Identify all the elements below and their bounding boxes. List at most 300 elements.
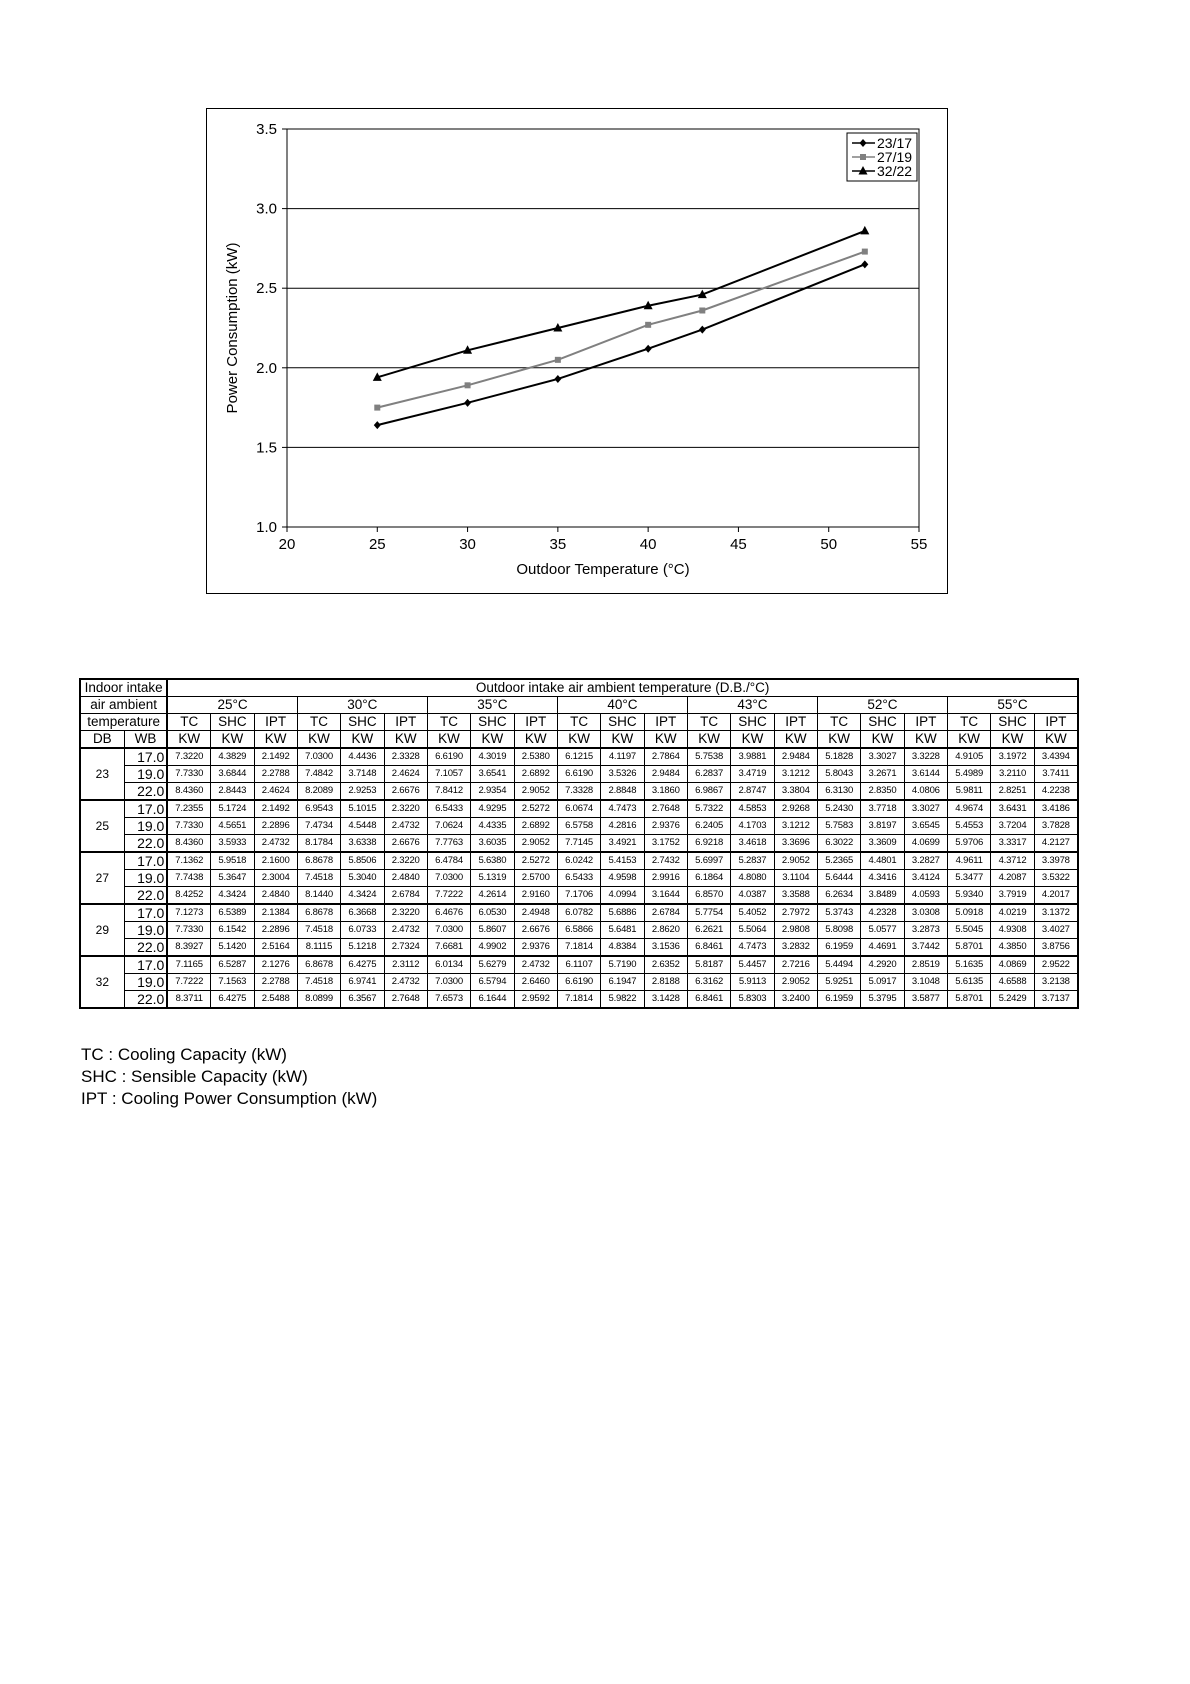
table-cell: 3.6545 bbox=[904, 818, 947, 835]
table-cell: 2.1276 bbox=[254, 956, 297, 974]
table-cell: 6.1864 bbox=[687, 870, 730, 887]
table-cell: 2.9592 bbox=[514, 991, 557, 1009]
table-cell: 6.8461 bbox=[687, 991, 730, 1009]
table-cell: 5.7190 bbox=[601, 956, 644, 974]
table-cell: 4.0387 bbox=[731, 887, 774, 905]
table-cell: 2.7324 bbox=[384, 939, 427, 957]
table-cell: 3.8756 bbox=[1034, 939, 1078, 957]
table-row bbox=[80, 922, 1078, 939]
table-cell: 7.0624 bbox=[427, 818, 470, 835]
table-cell: 6.0530 bbox=[471, 904, 514, 922]
wb-label: WB bbox=[124, 731, 167, 749]
table-cell: 4.4436 bbox=[341, 748, 384, 766]
table-cell: 2.5164 bbox=[254, 939, 297, 957]
wb-value: 17.0 bbox=[124, 852, 167, 870]
unit-label: KW bbox=[904, 731, 947, 749]
table-cell: 5.4052 bbox=[731, 904, 774, 922]
table-cell: 3.4124 bbox=[904, 870, 947, 887]
table-cell: 4.2238 bbox=[1034, 783, 1078, 801]
table-cell: 5.2365 bbox=[817, 852, 860, 870]
table-cell: 4.9611 bbox=[948, 852, 991, 870]
table-cell: 3.1752 bbox=[644, 835, 687, 853]
table-row bbox=[80, 852, 1078, 870]
table-cell: 7.1057 bbox=[427, 766, 470, 783]
table-row bbox=[80, 991, 1078, 1009]
table-cell: 2.8251 bbox=[991, 783, 1034, 801]
table-cell: 3.6035 bbox=[471, 835, 514, 853]
table-cell: 2.3220 bbox=[384, 800, 427, 818]
table-cell: 3.3027 bbox=[904, 800, 947, 818]
table-cell: 6.5389 bbox=[211, 904, 254, 922]
col-label: TC bbox=[557, 714, 600, 731]
table-cell: 2.4732 bbox=[384, 974, 427, 991]
wb-value: 22.0 bbox=[124, 835, 167, 853]
table-cell: 2.8848 bbox=[601, 783, 644, 801]
table-cell: 2.6892 bbox=[514, 818, 557, 835]
table-cell: 5.0577 bbox=[861, 922, 904, 939]
table-cell: 5.1635 bbox=[948, 956, 991, 974]
y-tick-label: 2.5 bbox=[256, 280, 277, 298]
table-cell: 2.6460 bbox=[514, 974, 557, 991]
table-cell: 3.7442 bbox=[904, 939, 947, 957]
table-cell: 2.8188 bbox=[644, 974, 687, 991]
table-cell: 7.6573 bbox=[427, 991, 470, 1009]
col-label: SHC bbox=[861, 714, 904, 731]
table-cell: 5.4494 bbox=[817, 956, 860, 974]
table-cell: 6.6190 bbox=[557, 766, 600, 783]
table-cell: 6.1959 bbox=[817, 991, 860, 1009]
wb-value: 17.0 bbox=[124, 904, 167, 922]
table-cell: 2.6784 bbox=[384, 887, 427, 905]
unit-label: KW bbox=[557, 731, 600, 749]
table-cell: 7.4734 bbox=[297, 818, 340, 835]
table-cell: 4.9902 bbox=[471, 939, 514, 957]
table-cell: 5.7538 bbox=[687, 748, 730, 766]
table-cell: 2.6892 bbox=[514, 766, 557, 783]
table-cell: 5.4457 bbox=[731, 956, 774, 974]
table-cell: 2.1492 bbox=[254, 748, 297, 766]
legend-marker bbox=[860, 154, 866, 160]
table-cell: 5.1724 bbox=[211, 800, 254, 818]
unit-label: KW bbox=[254, 731, 297, 749]
x-tick-label: 50 bbox=[820, 536, 838, 553]
table-cell: 2.3220 bbox=[384, 852, 427, 870]
table-cell: 7.2355 bbox=[167, 800, 210, 818]
x-tick-label: 30 bbox=[459, 536, 476, 553]
note-tc: TC : Cooling Capacity (kW) bbox=[81, 1045, 287, 1064]
table-cell: 3.3317 bbox=[991, 835, 1034, 853]
table-cell: 5.2837 bbox=[731, 852, 774, 870]
table-cell: 2.8350 bbox=[861, 783, 904, 801]
y-tick-label: 1.5 bbox=[256, 439, 277, 457]
table-cell: 7.1814 bbox=[557, 991, 600, 1009]
table-cell: 3.6338 bbox=[341, 835, 384, 853]
table-cell: 2.9376 bbox=[644, 818, 687, 835]
table-cell: 3.4618 bbox=[731, 835, 774, 853]
table-cell: 6.0674 bbox=[557, 800, 600, 818]
table-cell: 2.6352 bbox=[644, 956, 687, 974]
table-cell: 5.8098 bbox=[817, 922, 860, 939]
table-cell: 7.4518 bbox=[297, 974, 340, 991]
table-cell: 4.5651 bbox=[211, 818, 254, 835]
table-cell: 3.4719 bbox=[731, 766, 774, 783]
wb-value: 22.0 bbox=[124, 887, 167, 905]
table-cell: 4.4691 bbox=[861, 939, 904, 957]
table-cell: 4.1197 bbox=[601, 748, 644, 766]
table-cell: 2.8519 bbox=[904, 956, 947, 974]
table-cell: 6.5433 bbox=[427, 800, 470, 818]
table-cell: 7.7145 bbox=[557, 835, 600, 853]
table-row bbox=[80, 974, 1078, 991]
col-label: TC bbox=[687, 714, 730, 731]
wb-value: 22.0 bbox=[124, 939, 167, 957]
table-cell: 5.1420 bbox=[211, 939, 254, 957]
table-cell: 2.3112 bbox=[384, 956, 427, 974]
table-cell: 6.3668 bbox=[341, 904, 384, 922]
unit-label: KW bbox=[687, 731, 730, 749]
table-cell: 2.9484 bbox=[644, 766, 687, 783]
table-cell: 2.2896 bbox=[254, 922, 297, 939]
table-cell: 7.0300 bbox=[427, 974, 470, 991]
table-cell: 3.7204 bbox=[991, 818, 1034, 835]
table-cell: 2.9052 bbox=[774, 974, 817, 991]
table-cell: 5.9113 bbox=[731, 974, 774, 991]
table-cell: 6.1542 bbox=[211, 922, 254, 939]
x-tick-label: 25 bbox=[368, 536, 386, 553]
legend-label: 23/17 bbox=[877, 135, 913, 151]
table-cell: 4.2087 bbox=[991, 870, 1034, 887]
table-cell: 3.1644 bbox=[644, 887, 687, 905]
unit-label: KW bbox=[601, 731, 644, 749]
x-axis-label: Outdoor Temperature (°C) bbox=[516, 561, 690, 578]
table-cell: 7.7222 bbox=[167, 974, 210, 991]
table-cell: 3.5877 bbox=[904, 991, 947, 1009]
unit-label: KW bbox=[948, 731, 991, 749]
col-label: IPT bbox=[904, 714, 947, 731]
table-cell: 6.6190 bbox=[427, 748, 470, 766]
table-cell: 5.2429 bbox=[991, 991, 1034, 1009]
table-cell: 4.2816 bbox=[601, 818, 644, 835]
table-cell: 3.4921 bbox=[601, 835, 644, 853]
table-cell: 8.3927 bbox=[167, 939, 210, 957]
table-cell: 2.2896 bbox=[254, 818, 297, 835]
table-cell: 2.7648 bbox=[644, 800, 687, 818]
data-point bbox=[862, 249, 868, 255]
table-cell: 2.4948 bbox=[514, 904, 557, 922]
table-cell: 2.7216 bbox=[774, 956, 817, 974]
table-cell: 2.5700 bbox=[514, 870, 557, 887]
table-cell: 5.5064 bbox=[731, 922, 774, 939]
table-cell: 7.1165 bbox=[167, 956, 210, 974]
wb-value: 19.0 bbox=[124, 922, 167, 939]
table-cell: 7.6681 bbox=[427, 939, 470, 957]
table-cell: 2.4624 bbox=[384, 766, 427, 783]
table-cell: 4.5853 bbox=[731, 800, 774, 818]
table-cell: 6.9543 bbox=[297, 800, 340, 818]
table-cell: 2.2788 bbox=[254, 974, 297, 991]
table-cell: 2.9484 bbox=[774, 748, 817, 766]
legend-label: 27/19 bbox=[877, 149, 913, 165]
outdoor-temp-header: 52°C bbox=[817, 697, 947, 714]
table-cell: 6.5758 bbox=[557, 818, 600, 835]
table-cell: 2.9253 bbox=[341, 783, 384, 801]
table-cell: 6.8570 bbox=[687, 887, 730, 905]
table-cell: 6.8461 bbox=[687, 939, 730, 957]
db-value: 23 bbox=[80, 748, 124, 800]
table-row bbox=[80, 939, 1078, 957]
col-label: SHC bbox=[341, 714, 384, 731]
table-cell: 8.1440 bbox=[297, 887, 340, 905]
col-label: SHC bbox=[211, 714, 254, 731]
table-cell: 5.6444 bbox=[817, 870, 860, 887]
table-cell: 4.7473 bbox=[731, 939, 774, 957]
table-row bbox=[80, 766, 1078, 783]
table-cell: 8.1784 bbox=[297, 835, 340, 853]
table-cell: 3.8489 bbox=[861, 887, 904, 905]
table-cell: 5.7322 bbox=[687, 800, 730, 818]
table-cell: 4.3019 bbox=[471, 748, 514, 766]
table-cell: 8.4252 bbox=[167, 887, 210, 905]
table-row bbox=[80, 835, 1078, 853]
table-cell: 4.2920 bbox=[861, 956, 904, 974]
table-cell: 3.7137 bbox=[1034, 991, 1078, 1009]
table-cell: 6.8678 bbox=[297, 956, 340, 974]
table-cell: 6.3162 bbox=[687, 974, 730, 991]
table-cell: 5.2430 bbox=[817, 800, 860, 818]
table-cell: 2.8747 bbox=[731, 783, 774, 801]
table-cell: 3.6144 bbox=[904, 766, 947, 783]
table-cell: 3.6431 bbox=[991, 800, 1034, 818]
col-label: SHC bbox=[991, 714, 1034, 731]
table-cell: 2.1384 bbox=[254, 904, 297, 922]
table-cell: 4.7473 bbox=[601, 800, 644, 818]
table-cell: 4.8080 bbox=[731, 870, 774, 887]
unit-label: KW bbox=[861, 731, 904, 749]
table-cell: 5.4553 bbox=[948, 818, 991, 835]
table-cell: 2.7972 bbox=[774, 904, 817, 922]
table-cell: 4.3424 bbox=[211, 887, 254, 905]
table-cell: 7.7330 bbox=[167, 818, 210, 835]
y-tick-label: 1.0 bbox=[256, 519, 277, 536]
table-cell: 4.3850 bbox=[991, 939, 1034, 957]
table-cell: 3.7828 bbox=[1034, 818, 1078, 835]
table-cell: 4.3712 bbox=[991, 852, 1034, 870]
unit-label: KW bbox=[384, 731, 427, 749]
table-cell: 7.1706 bbox=[557, 887, 600, 905]
table-cell: 7.4518 bbox=[297, 870, 340, 887]
table-row bbox=[80, 956, 1078, 974]
table-cell: 2.9052 bbox=[514, 835, 557, 853]
table-cell: 3.7919 bbox=[991, 887, 1034, 905]
y-tick-label: 3.0 bbox=[256, 200, 277, 218]
col-label: IPT bbox=[1034, 714, 1078, 731]
chart-svg bbox=[207, 109, 947, 593]
table-cell: 5.8187 bbox=[687, 956, 730, 974]
table-cell: 7.7763 bbox=[427, 835, 470, 853]
table-cell: 5.6997 bbox=[687, 852, 730, 870]
table-cell: 2.4624 bbox=[254, 783, 297, 801]
table-cell: 5.3795 bbox=[861, 991, 904, 1009]
outdoor-temp-header: 40°C bbox=[557, 697, 687, 714]
table-cell: 5.8303 bbox=[731, 991, 774, 1009]
table-cell: 2.9522 bbox=[1034, 956, 1078, 974]
table-cell: 6.2405 bbox=[687, 818, 730, 835]
col-label: IPT bbox=[254, 714, 297, 731]
table-cell: 6.1215 bbox=[557, 748, 600, 766]
table-cell: 3.7718 bbox=[861, 800, 904, 818]
data-point bbox=[465, 382, 471, 388]
table-cell: 4.0593 bbox=[904, 887, 947, 905]
table-cell: 4.2614 bbox=[471, 887, 514, 905]
table-cell: 2.9268 bbox=[774, 800, 817, 818]
unit-label: KW bbox=[341, 731, 384, 749]
table-cell: 3.1972 bbox=[991, 748, 1034, 766]
table-cell: 7.1362 bbox=[167, 852, 210, 870]
table-cell: 4.4335 bbox=[471, 818, 514, 835]
table-cell: 7.3220 bbox=[167, 748, 210, 766]
table-cell: 4.2328 bbox=[861, 904, 904, 922]
unit-label: KW bbox=[427, 731, 470, 749]
table-cell: 8.4360 bbox=[167, 835, 210, 853]
table-cell: 3.3228 bbox=[904, 748, 947, 766]
table-cell: 6.0242 bbox=[557, 852, 600, 870]
table-cell: 5.1015 bbox=[341, 800, 384, 818]
cooling-capacity-table bbox=[79, 678, 1079, 1009]
table-cell: 6.8678 bbox=[297, 904, 340, 922]
table-cell: 4.3416 bbox=[861, 870, 904, 887]
table-cell: 2.5272 bbox=[514, 800, 557, 818]
col-label: SHC bbox=[601, 714, 644, 731]
outdoor-temp-header: 30°C bbox=[297, 697, 427, 714]
wb-value: 19.0 bbox=[124, 818, 167, 835]
table-cell: 7.0300 bbox=[427, 922, 470, 939]
unit-label: KW bbox=[991, 731, 1034, 749]
table-cell: 2.8620 bbox=[644, 922, 687, 939]
col-label: TC bbox=[948, 714, 991, 731]
table-cell: 6.9741 bbox=[341, 974, 384, 991]
col-label: TC bbox=[427, 714, 470, 731]
table-cell: 3.1428 bbox=[644, 991, 687, 1009]
table-cell: 4.4801 bbox=[861, 852, 904, 870]
unit-label: KW bbox=[471, 731, 514, 749]
table-cell: 4.3424 bbox=[341, 887, 384, 905]
plot-area bbox=[287, 129, 919, 527]
unit-label: KW bbox=[774, 731, 817, 749]
table-row bbox=[80, 818, 1078, 835]
table-cell: 7.7222 bbox=[427, 887, 470, 905]
table-cell: 2.5272 bbox=[514, 852, 557, 870]
table-cell: 3.1372 bbox=[1034, 904, 1078, 922]
table-cell: 6.9218 bbox=[687, 835, 730, 853]
table-cell: 5.9251 bbox=[817, 974, 860, 991]
table-cell: 5.3743 bbox=[817, 904, 860, 922]
y-axis-label: Power Consumption (kW) bbox=[224, 242, 241, 414]
table-cell: 4.3829 bbox=[211, 748, 254, 766]
table-row bbox=[80, 904, 1078, 922]
note-ipt: IPT : Cooling Power Consumption (kW) bbox=[81, 1089, 378, 1108]
table-cell: 2.9160 bbox=[514, 887, 557, 905]
table-cell: 6.1644 bbox=[471, 991, 514, 1009]
x-tick-label: 40 bbox=[639, 536, 657, 553]
table-cell: 5.8607 bbox=[471, 922, 514, 939]
table-cell: 3.1536 bbox=[644, 939, 687, 957]
wb-value: 17.0 bbox=[124, 748, 167, 766]
table-cell: 5.3040 bbox=[341, 870, 384, 887]
table-cell: 3.2873 bbox=[904, 922, 947, 939]
table-cell: 5.1828 bbox=[817, 748, 860, 766]
table-cell: 4.6588 bbox=[991, 974, 1034, 991]
table-cell: 3.5326 bbox=[601, 766, 644, 783]
table-cell: 2.4732 bbox=[384, 818, 427, 835]
wb-value: 22.0 bbox=[124, 783, 167, 801]
table-cell: 7.3328 bbox=[557, 783, 600, 801]
table-cell: 3.0308 bbox=[904, 904, 947, 922]
table-cell: 4.9295 bbox=[471, 800, 514, 818]
table-cell: 6.6190 bbox=[557, 974, 600, 991]
data-point bbox=[645, 322, 651, 328]
table-row bbox=[80, 887, 1078, 905]
unit-label: KW bbox=[167, 731, 210, 749]
table-cell: 5.3477 bbox=[948, 870, 991, 887]
x-tick-label: 55 bbox=[910, 536, 928, 553]
outdoor-temp-header: 25°C bbox=[167, 697, 297, 714]
table-cell: 5.4153 bbox=[601, 852, 644, 870]
table-cell: 3.2138 bbox=[1034, 974, 1078, 991]
table-cell: 3.3588 bbox=[774, 887, 817, 905]
wb-value: 17.0 bbox=[124, 956, 167, 974]
unit-label: KW bbox=[817, 731, 860, 749]
y-tick-label: 3.5 bbox=[256, 121, 277, 138]
x-tick-label: 35 bbox=[549, 536, 567, 553]
table-cell: 6.3022 bbox=[817, 835, 860, 853]
table-cell: 6.4275 bbox=[341, 956, 384, 974]
table-cell: 5.7583 bbox=[817, 818, 860, 835]
wb-value: 17.0 bbox=[124, 800, 167, 818]
table-cell: 5.6380 bbox=[471, 852, 514, 870]
table-cell: 2.9808 bbox=[774, 922, 817, 939]
db-value: 27 bbox=[80, 852, 124, 904]
table-cell: 2.9052 bbox=[774, 852, 817, 870]
unit-label: KW bbox=[514, 731, 557, 749]
table-cell: 7.1563 bbox=[211, 974, 254, 991]
table-cell: 4.0699 bbox=[904, 835, 947, 853]
table-cell: 7.1814 bbox=[557, 939, 600, 957]
x-tick-label: 45 bbox=[730, 536, 747, 553]
table-cell: 5.9340 bbox=[948, 887, 991, 905]
table-cell: 3.1104 bbox=[774, 870, 817, 887]
table-cell: 4.0869 bbox=[991, 956, 1034, 974]
table-cell: 6.0782 bbox=[557, 904, 600, 922]
data-point bbox=[374, 405, 380, 411]
unit-label: KW bbox=[1034, 731, 1078, 749]
table-cell: 4.2017 bbox=[1034, 887, 1078, 905]
table-cell: 2.3328 bbox=[384, 748, 427, 766]
table-cell: 3.5933 bbox=[211, 835, 254, 853]
db-value: 25 bbox=[80, 800, 124, 852]
table-cell: 2.8443 bbox=[211, 783, 254, 801]
table-cell: 6.1947 bbox=[601, 974, 644, 991]
table-cell: 3.1860 bbox=[644, 783, 687, 801]
table-cell: 3.3609 bbox=[861, 835, 904, 853]
table-cell: 5.0917 bbox=[861, 974, 904, 991]
outdoor-temp-header: 43°C bbox=[687, 697, 817, 714]
table-cell: 7.8412 bbox=[427, 783, 470, 801]
table-cell: 3.2832 bbox=[774, 939, 817, 957]
data-point bbox=[555, 357, 561, 363]
table-cell: 8.4360 bbox=[167, 783, 210, 801]
table-cell: 5.8701 bbox=[948, 939, 991, 957]
table-cell: 7.7438 bbox=[167, 870, 210, 887]
